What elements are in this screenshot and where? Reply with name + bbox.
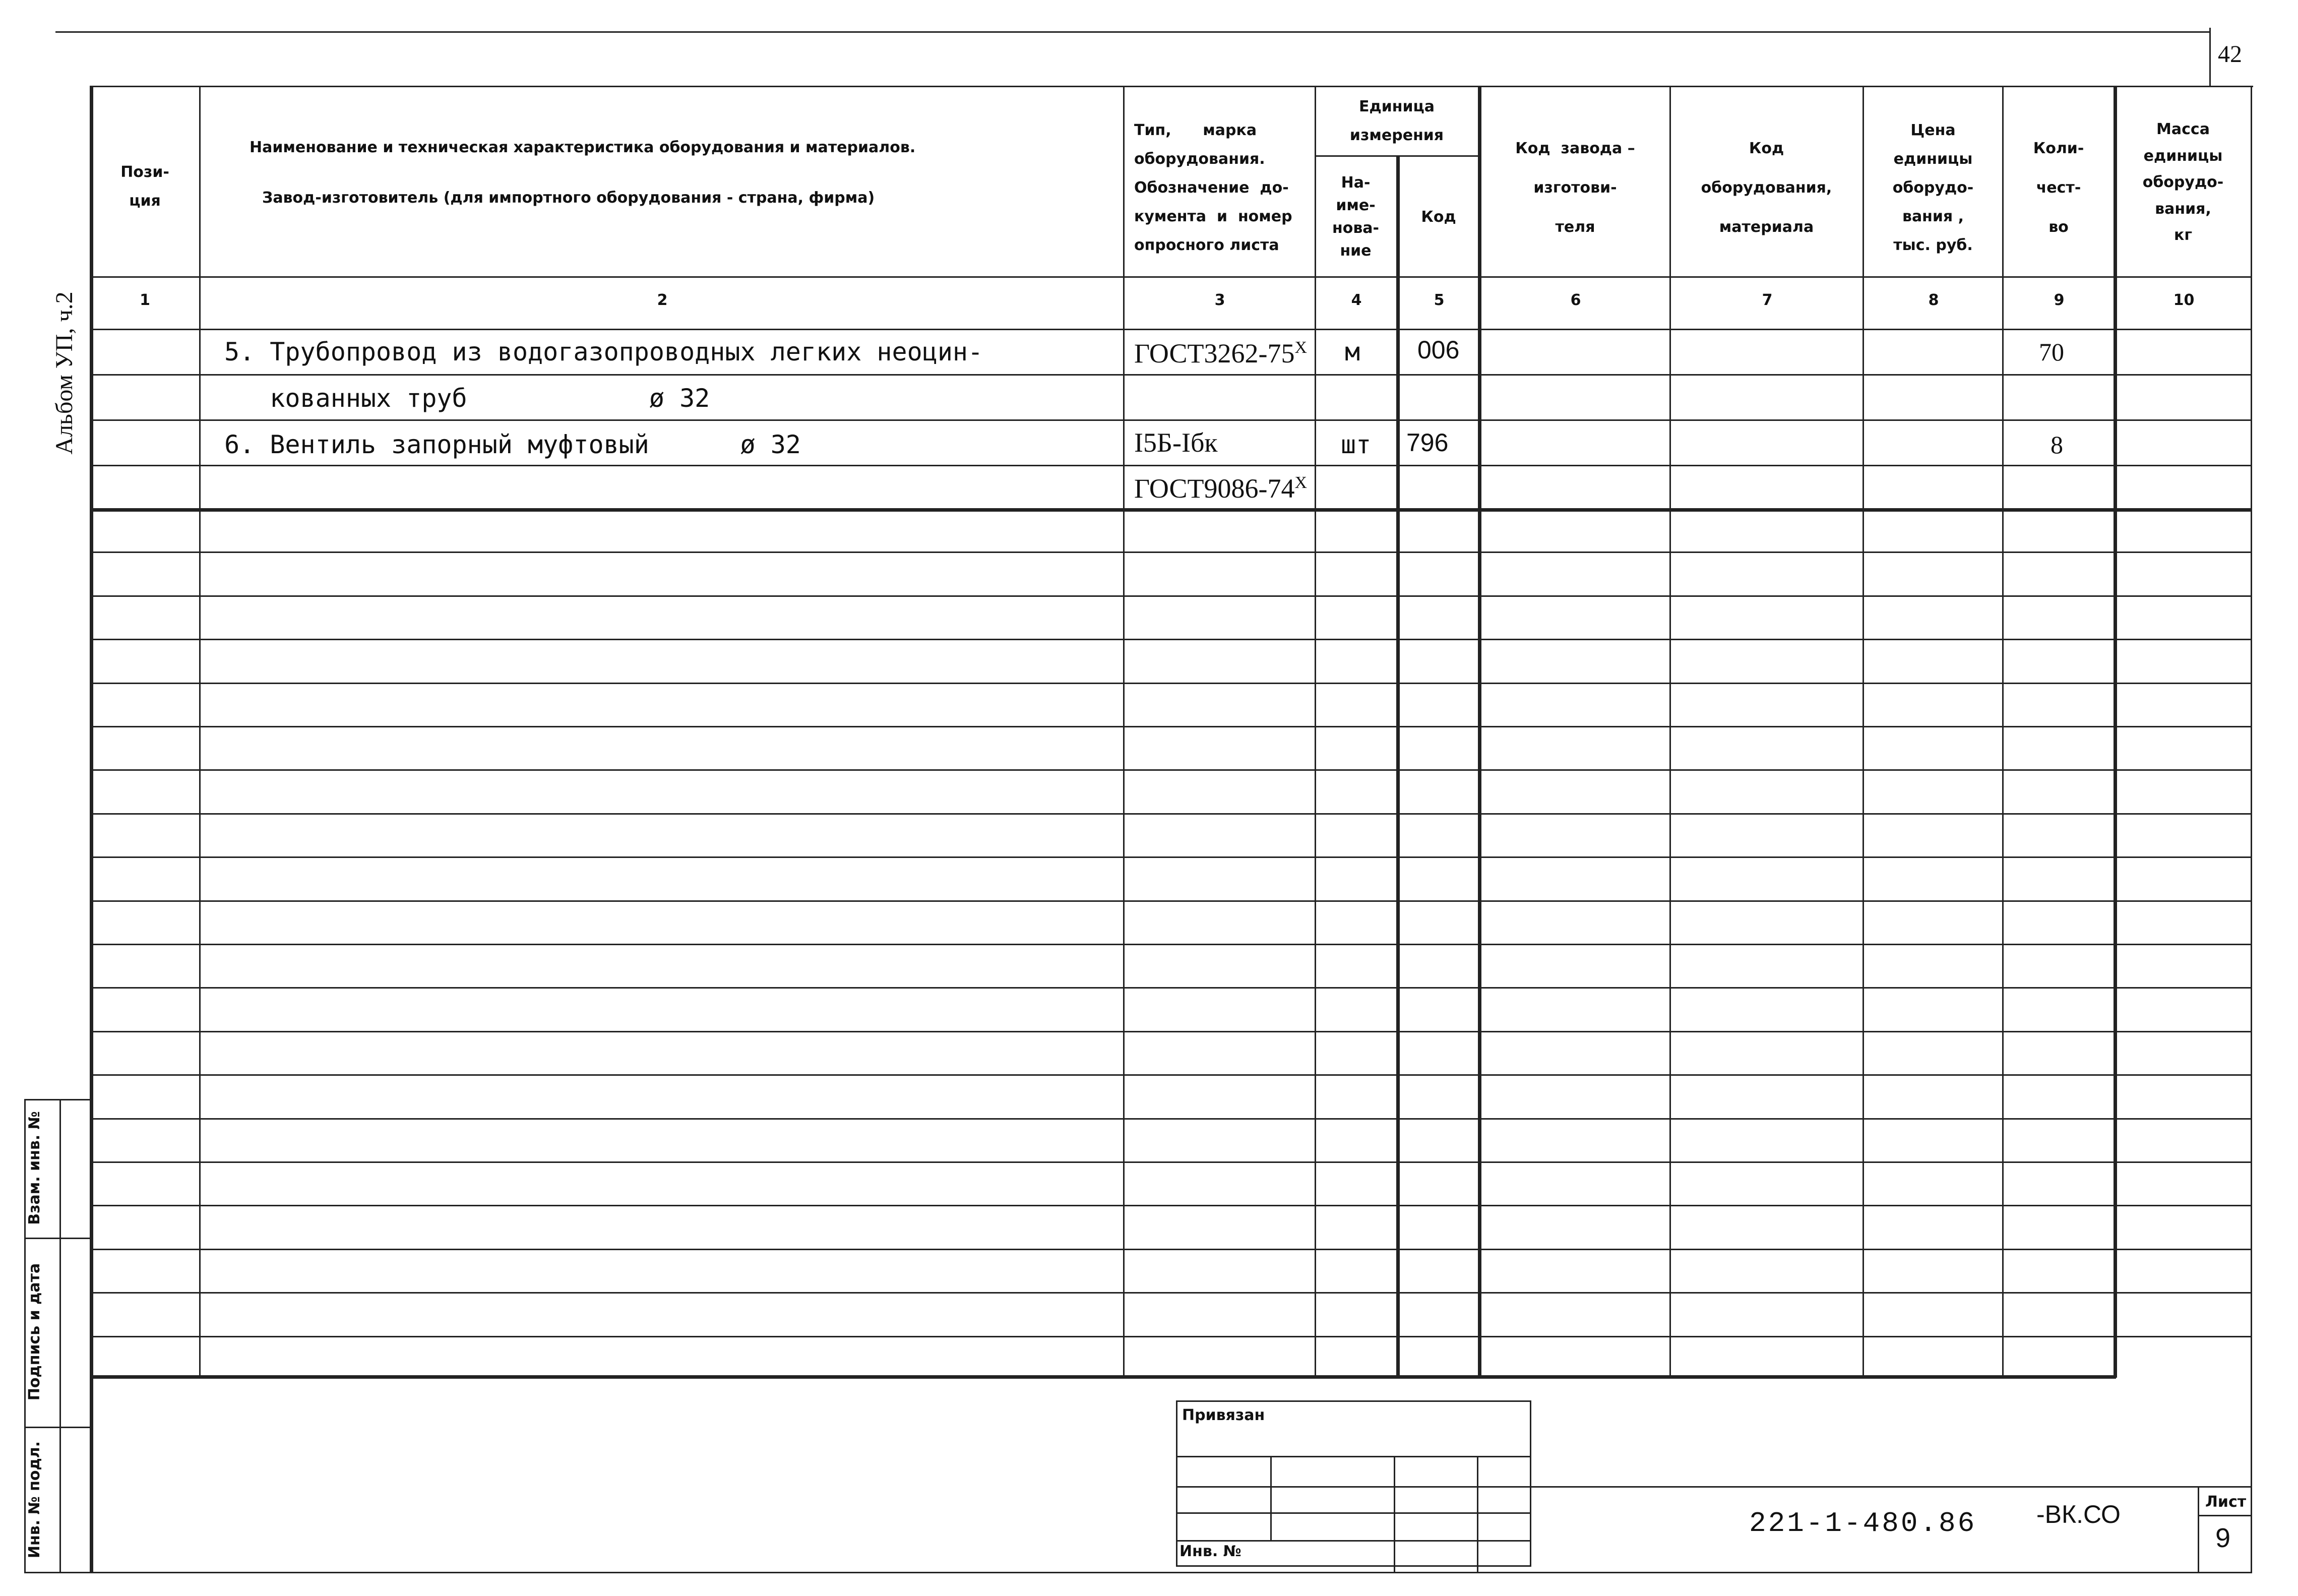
- row-separator: [90, 1205, 2252, 1206]
- row-3-name: 6. Вентиль запорный муфтовый ø 32: [224, 430, 801, 459]
- privyazan-label: Привязан: [1182, 1406, 1265, 1424]
- colnum-1: 1: [140, 291, 150, 309]
- stamp-col-1: [1270, 1456, 1272, 1540]
- colnum-3: 3: [1214, 291, 1225, 309]
- row-separator: [90, 900, 2252, 902]
- colnum-2: 2: [657, 291, 668, 309]
- header-quantity: Коли- чест- во: [2033, 139, 2084, 236]
- row-separator: [90, 1118, 2252, 1120]
- side-label-podpis: Подпись и дата: [26, 1263, 43, 1401]
- top-rule: [55, 31, 2209, 33]
- header-unit-name: На- име- нова- ние: [1332, 174, 1380, 260]
- row-separator: [90, 508, 2252, 512]
- row-4-type: $ГОСТ9086-74^Х$: [1134, 473, 1308, 504]
- header-unit-group: Единица измерения: [1349, 98, 1444, 144]
- row-3-code: 796: [1406, 428, 1449, 457]
- header-type: Тип, марка оборудования. Обозначение до- кумента и номер опросного листа: [1134, 121, 1292, 254]
- row-1-qty: 70: [2039, 338, 2064, 366]
- row-separator: [90, 595, 2252, 597]
- sheet-label: Лист: [2205, 1493, 2247, 1511]
- page-number: 42: [2218, 41, 2242, 68]
- row-separator: [90, 813, 2252, 815]
- sheet-box-divider: [2198, 1515, 2251, 1516]
- row-separator: [90, 1336, 2252, 1337]
- row-separator: [90, 987, 2252, 989]
- unit-group-divider: [1315, 155, 1478, 157]
- col-divider-9: [2114, 86, 2117, 1378]
- page-number-box-border: [2209, 28, 2211, 86]
- row-separator: [90, 1074, 2252, 1076]
- colnum-9: 9: [2054, 291, 2065, 309]
- row-1-type: $ГОСТ3262-75^Х$: [1134, 338, 1308, 369]
- album-label: Альбом УП, ч.2: [51, 291, 78, 455]
- row-1-unit: м: [1345, 337, 1360, 366]
- row-separator: [90, 374, 2252, 376]
- sheet-number: 9: [2215, 1523, 2231, 1553]
- header-position: Пози- ция: [120, 163, 169, 210]
- col-divider-6: [1669, 86, 1671, 1376]
- sheet-box-left: [2198, 1486, 2199, 1572]
- row-1-code: 006: [1417, 336, 1460, 364]
- row-separator: [90, 1161, 2252, 1163]
- colnum-7: 7: [1762, 291, 1773, 309]
- row-separator: [90, 769, 2252, 771]
- side-stamp-divider-2: [24, 1427, 90, 1428]
- side-stamp-top: [24, 1099, 90, 1100]
- frame-bottom-border: [90, 1572, 2252, 1573]
- row-1-name: 5. Трубопровод из водогазопроводных легких неоцин-: [224, 337, 983, 366]
- stamp-col-2: [1394, 1456, 1395, 1572]
- row-separator: [90, 639, 2252, 640]
- header-mass: Масса единицы оборудо- вания, кг: [2142, 120, 2224, 244]
- col-divider-8: [2002, 86, 2004, 1376]
- side-label-inv: Инв. № подл.: [26, 1441, 43, 1559]
- row-2-name: кованных труб ø 32: [224, 384, 710, 413]
- colnum-4: 4: [1351, 291, 1362, 309]
- header-equipment-code: Код оборудования, материала: [1701, 139, 1832, 236]
- side-stamp-inner-border: [59, 1099, 61, 1573]
- col-divider-7: [1862, 86, 1864, 1376]
- header-name-line1: Наименование и техническая характеристика оборудования и материалов.: [250, 139, 916, 156]
- colnum-8: 8: [1928, 291, 1939, 309]
- colnum-6: 6: [1570, 291, 1581, 309]
- column-numbers-bottom-border: [90, 329, 2252, 330]
- header-bottom-border: [90, 276, 2252, 278]
- row-3-type: I5Б-Iбк: [1134, 427, 1218, 458]
- row-separator: [90, 551, 2252, 553]
- table-bottom-border: [90, 1375, 2116, 1379]
- row-separator: [90, 944, 2252, 945]
- colnum-5: 5: [1434, 291, 1445, 309]
- row-3-unit: шт: [1341, 430, 1372, 459]
- col-divider-2: [1123, 86, 1125, 1376]
- row-separator: [90, 465, 2252, 466]
- row-separator: [90, 726, 2252, 727]
- document-code: 221-1-480.86: [1749, 1507, 1977, 1540]
- table-top-border: [91, 86, 2253, 87]
- header-unit-code: Код: [1421, 208, 1456, 226]
- row-3-qty: 8: [2051, 431, 2063, 459]
- frame-right-border: [2251, 86, 2252, 1573]
- side-label-vzam: Взам. инв. №: [26, 1111, 43, 1225]
- side-stamp-divider-1: [24, 1238, 90, 1239]
- col-divider-4: [1396, 155, 1400, 1378]
- colnum-10: 10: [2173, 291, 2195, 309]
- row-separator: [90, 419, 2252, 421]
- row-separator: [90, 856, 2252, 858]
- stamp-col-3: [1477, 1456, 1478, 1572]
- col-divider-5: [1478, 86, 1481, 1378]
- row-separator: [90, 683, 2252, 684]
- title-block-top: [1531, 1486, 2252, 1488]
- col-divider-3: [1315, 86, 1316, 1376]
- row-separator: [90, 1292, 2252, 1294]
- header-price: Цена единицы оборудо- вания , тыс. руб.: [1892, 121, 1974, 254]
- side-stamp-bottom: [24, 1572, 90, 1573]
- document-suffix: -ВК.СО: [2036, 1500, 2121, 1528]
- row-separator: [90, 1249, 2252, 1250]
- header-factory-code: Код завода – изготови- теля: [1515, 139, 1635, 236]
- inv-no-label: Инв. №: [1179, 1543, 1241, 1560]
- col-divider-1: [199, 86, 201, 1376]
- header-name-line2: Завод-изготовитель (для импортного оборудования - страна, фирма): [262, 189, 875, 207]
- row-separator: [90, 1031, 2252, 1032]
